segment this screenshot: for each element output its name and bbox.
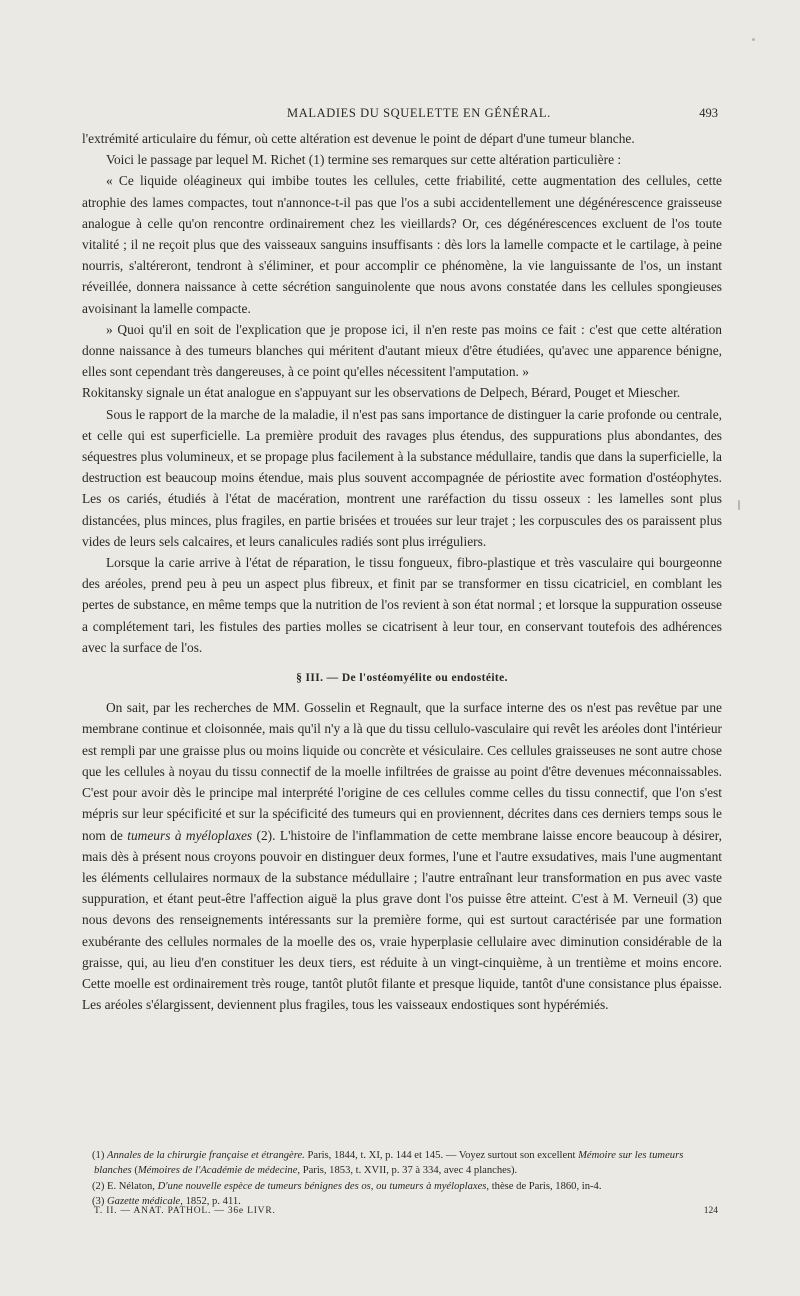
paper-speck — [752, 38, 755, 41]
footnote-marker: (3) — [92, 1196, 108, 1208]
text-run: thèse de Paris, 1860, in-4. — [489, 1180, 602, 1192]
citation-title: Mémoire sur les tumeurs blanches — [94, 1150, 684, 1177]
citation-title: Mémoires de l'Académie de médecine, — [137, 1165, 301, 1177]
page-number: 493 — [699, 106, 718, 120]
printer-imprint — [82, 1206, 722, 1220]
footnote-marker: (2) E. Nélaton, — [92, 1180, 158, 1192]
paragraph — [82, 697, 722, 1015]
footnote-2 — [82, 1179, 722, 1194]
footnotes — [82, 1148, 722, 1210]
text-run: 1852, p. 411. — [182, 1196, 241, 1208]
running-title: MALADIES DU SQUELETTE EN GÉNÉRAL. — [287, 106, 551, 120]
citation-title: D'une nouvelle espèce de tumeurs bénignes des os, ou tumeurs à myéloplaxes, — [157, 1180, 490, 1192]
paragraph: l'extrémité articulaire du fémur, où cette altération est devenue le point de départ d'une tumeur blanche. — [82, 131, 635, 146]
paragraph: Lorsque la carie arrive à l'état de réparation, le tissu fongueux, fibro-plastique et très vasculaire qui bourgeonne des aréoles, prend peu à peu un aspect plus fibreux, et finit par se transformer en tissu cicatriciel, en comblant les pertes de substance, en même temps que la nutrition de l'os revient à son état normal ; et lorsque la suppuration osseuse a complétement tari, les fistules des parties molles se cicatrisent à leur tour, en conservant toutefois des adhérences avec la surface de l'os. — [82, 555, 722, 655]
footnote-1 — [82, 1148, 722, 1179]
paper-speck — [738, 500, 740, 510]
section-heading: § III. — De l'ostéomyélite ou endostéite. — [296, 672, 508, 685]
quotation-paragraph: » Quoi qu'il en soit de l'explication que je propose ici, il n'en reste pas moins ce fait : c'est que cette altération donne naissance à des tumeurs blanches qui méritent d'autant mieux d'être étudiées, qu'avec une apparence bénigne, elles sont cependant très dangereuses, à ce point qu'elles nécessitent l'amputation. » — [82, 321, 722, 380]
sheet-signature: 124 — [703, 1206, 718, 1216]
quotation-paragraph: « Ce liquide oléagineux qui imbibe toutes les cellules, cette friabilité, cette augmentation des cellules, cette atrophie des lames compactes, tout n'annonce-t-il pas que l'os a subi accidentellement une dégénérescence graisseuse analogue à celle qu'on rencontre ordinairement chez les vieillards? Or, ces dégénérescences excluent de l'os toute vitalité ; il ne reçoit plus que des vaisseaux sanguins insuffisants : dès lors la lamelle compacte et le cartilage, à peine nourris, s'altéreront, tendront à s'éliminer, et pour accomplir ce phénomène, la vie languissante de l'os, un instant réveillée, donnera naissance à cette sécrétion sanguinolente que nous avons constatée dans les cellules spongieuses avoisinant la lamelle compacte. — [82, 173, 722, 316]
citation-title: Annales de la chirurgie française et étrangère. — [107, 1150, 305, 1161]
paragraph: Sous le rapport de la marche de la maladie, il n'est pas sans importance de distinguer la carie profonde ou centrale, et celle qui est superficielle. La première produit des ravages plus étendus, des suppurations plus abondantes, des séquestres plus volumineux, et se propage plus facilement à la substance médullaire, tandis que dans la superficielle, la destruction est beaucoup moins étendue, mais plus souvent accompagnée de périostite avec formation d'ostéophytes. Les os cariés, étudiés à l'état de macération, montrent une raréfaction du tissu osseux : les lamelles sont plus distancées, plus minces, plus fragiles, en partie brisées et trouées sur leur trajet ; les corpuscules des os paraissent plus vides de leurs sels calcaires, et leurs canalicules radiés sont plus irréguliers. — [82, 406, 722, 549]
paragraph: Rokitansky signale un état analogue en s'appuyant sur les observations de Delpech, Bérard, Pouget et Miescher. — [82, 385, 681, 401]
italic-term: tumeurs à myéloplaxes — [127, 827, 253, 843]
text-run: On sait, par les recherches de MM. Gosselin et Regnault, que la surface interne des os n'est pas revêtue par une membrane continue et cloisonnée, mais qu'il n'y a là que du tissu cellulo-vasculaire qui revêt les aréoles dont l'intérieur est rempli par une graisse plus ou moins liquide ou concrète et vésiculaire. Ces cellules graisseuses ne sont autre chose que les cellules à noyau du tissu connectif de la moelle infiltrées de graisse au point d'être devenues méconnaissables. C'est pour avoir dès le principe mal interprété l'origine de ces cellules comme celles du tissu connectif, que l'on s'est mépris sur leur spécificité et sur la spécificité des tumeurs qui en proviennent, décrites dans ces derniers temps sous le nom de — [82, 700, 722, 843]
volume-signature: T. II. — ANAT. PATHOL. — 36e LIVR. — [94, 1206, 276, 1216]
paragraph: Voici le passage par lequel M. Richet (1) termine ses remarques sur cette altération particulière : — [106, 152, 622, 168]
citation-title: Gazette médicale, — [107, 1196, 183, 1208]
text-run: (2). L'histoire de l'inflammation de cette membrane laisse encore beaucoup à désirer, mais dès à présent nous croyons pouvoir en distinguer deux formes, l'une et l'autre exsudatives, mais l'une augmentant les éléments cellulaires normaux de la substance médullaire ; l'autre entraînant leur transformation en pus avec vaste suppuration, et étant peut-être l'affection aiguë la plus grave dont l'os puisse être atteint. C'est à M. Verneuil (3) que nous devons des renseignements intéressants sur la première forme, qui est surtout caractérisée par une formation exubérante des cellules normales de la moelle des os, vraie hyperplasie cellulaire avec diminution considérable de la graisse, qui, au lieu d'en constituer les deux tiers, est réduite à un vingt-cinquième, à un trentième et moins encore. Cette moelle est ordinairement très rouge, tantôt plutôt filante et presque liquide, tantôt d'une consistance plus épaisse. Les aréoles s'élargissent, deviennent plus fragiles, tous les vaisseaux endostiques sont hypérémiés. — [82, 827, 722, 1013]
body-text — [82, 128, 722, 1015]
text-run: Paris, 1853, t. XVII, p. 37 à 334, avec 4 planches). — [300, 1165, 518, 1177]
text-run: Paris, 1844, t. XI, p. 144 et 145. — Voyez surtout son excellent — [304, 1150, 579, 1161]
page-header — [82, 106, 722, 122]
footnote-marker: (1) — [92, 1150, 108, 1161]
text-run: ( — [131, 1165, 138, 1177]
